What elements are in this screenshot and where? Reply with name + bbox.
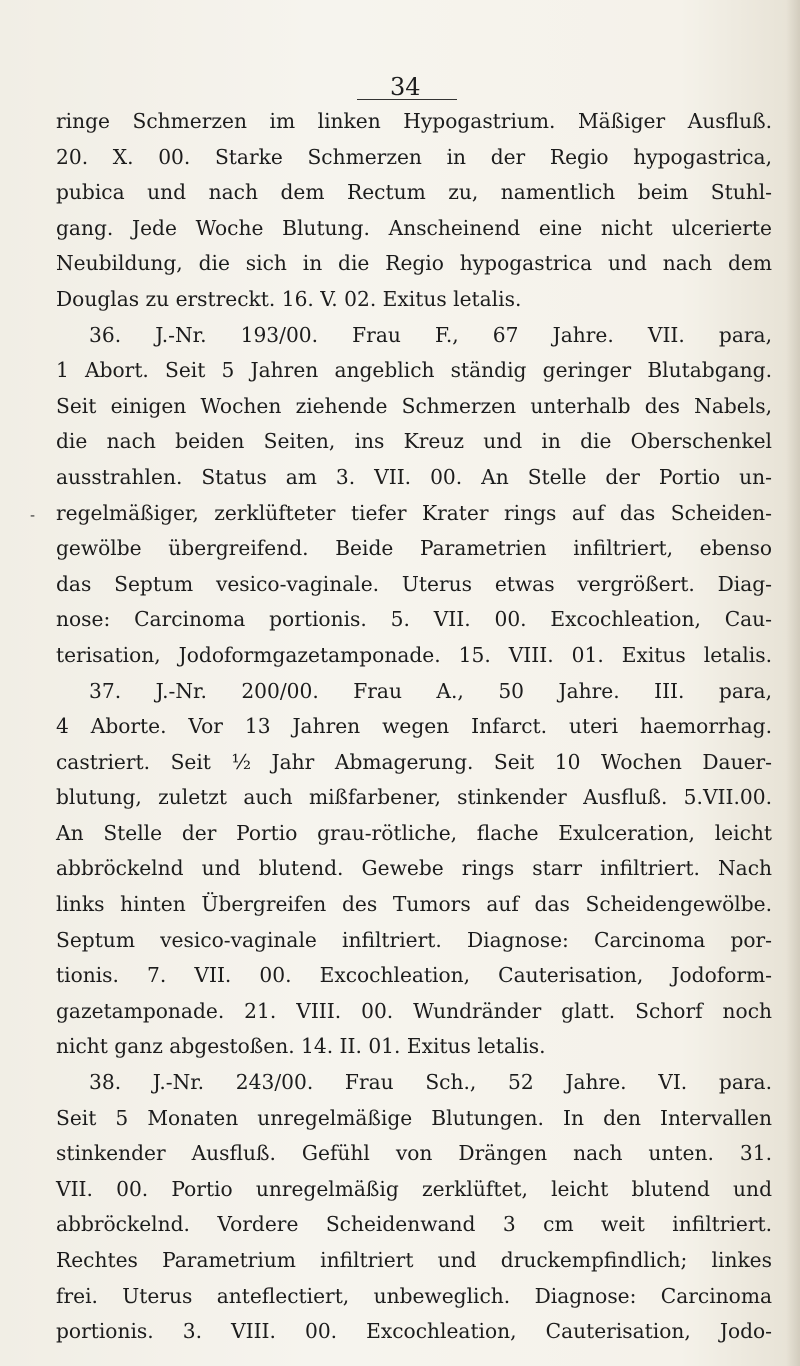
case-37-heading-line: 37. J.-Nr. 200/00. Frau A., 50 Jahre. III. para, [89, 678, 772, 703]
text-line: 1 Abort. Seit 5 Jahren angeblich ständig geringer Blutabgang. [56, 358, 772, 383]
text-line: ringe Schmerzen im linken Hypogastrium. Mäßiger Ausfluß. [56, 109, 772, 133]
text-line: blutung, zuletzt auch mißfarbener, stinkender Ausfluß. 5.VII.00. [56, 785, 772, 810]
page-number-rule [357, 99, 457, 100]
text-line: die nach beiden Seiten, ins Kreuz und in die Oberschenkel [56, 429, 772, 454]
text-line: castriert. Seit ½ Jahr Abmagerung. Seit 10 Wochen Dauer- [56, 749, 772, 774]
text-line: frei. Uterus anteflectiert, unbeweglich. Diagnose: Carcinoma [56, 1283, 772, 1308]
text-line: regelmäßiger, zerklüfteter tiefer Krater rings auf das Scheiden- [56, 500, 772, 525]
text-line: terisation, Jodoformgazetamponade. 15. VIII. 01. Exitus letalis. [56, 642, 772, 667]
body-text [56, 104, 772, 1350]
case-36-heading-line: 36. J.-Nr. 193/00. Frau F., 67 Jahre. VII. para, [89, 322, 772, 347]
page-edge-shadow [786, 0, 800, 1366]
text-line: 20. X. 00. Starke Schmerzen in der Regio hypogastrica, [56, 144, 772, 169]
text-line: gazetamponade. 21. VIII. 00. Wundränder glatt. Schorf noch [56, 998, 772, 1023]
text-line: gewölbe übergreifend. Beide Parametrien infiltriert, ebenso [56, 536, 772, 561]
text-line: Rechtes Parametrium infiltriert und druckempfindlich; linkes [56, 1248, 772, 1272]
text-line: pubica und nach dem Rectum zu, namentlich beim Stuhl- [56, 180, 772, 205]
text-line: das Septum vesico-vaginale. Uterus etwas vergrößert. Diag- [56, 571, 772, 596]
text-line: nicht ganz abgestoßen. 14. II. 01. Exitus letalis. [56, 1034, 546, 1059]
text-line: gang. Jede Woche Blutung. Anscheinend eine nicht ulcerierte [56, 215, 772, 240]
text-line: ausstrahlen. Status am 3. VII. 00. An Stelle der Portio un- [56, 464, 772, 489]
text-line: Neubildung, die sich in die Regio hypogastrica und nach dem [56, 251, 772, 276]
case-38-heading-line: 38. J.-Nr. 243/00. Frau Sch., 52 Jahre. VI. para. [89, 1070, 772, 1095]
margin-mark: - [30, 508, 36, 524]
text-line: portionis. 3. VIII. 00. Excochleation, Cauterisation, Jodo- [56, 1319, 772, 1344]
text-line: An Stelle der Portio grau-rötliche, flache Exulceration, leicht [56, 820, 772, 845]
page-number: 34 [390, 73, 421, 101]
text-line: Septum vesico-vaginale infiltriert. Diagnose: Carcinoma por- [56, 927, 772, 952]
text-line: tionis. 7. VII. 00. Excochleation, Cauterisation, Jodoform- [56, 963, 772, 988]
text-line: Seit 5 Monaten unregelmäßige Blutungen. In den Intervallen [56, 1105, 772, 1130]
text-line: Douglas zu erstreckt. 16. V. 02. Exitus letalis. [56, 286, 522, 311]
text-line: VII. 00. Portio unregelmäßig zerklüftet, leicht blutend und [56, 1176, 772, 1201]
text-line: nose: Carcinoma portionis. 5. VII. 00. Excochleation, Cau- [56, 607, 772, 632]
text-line: 4 Aborte. Vor 13 Jahren wegen Infarct. uteri haemorrhag. [56, 714, 772, 739]
text-line: abbröckelnd. Vordere Scheidenwand 3 cm weit infiltriert. [56, 1212, 772, 1237]
text-line: Seit einigen Wochen ziehende Schmerzen unterhalb des Nabels, [56, 393, 772, 418]
text-line: stinkender Ausfluß. Gefühl von Drängen nach unten. 31. [56, 1141, 772, 1166]
text-line: abbröckelnd und blutend. Gewebe rings starr infiltriert. Nach [56, 856, 772, 881]
text-line: links hinten Übergreifen des Tumors auf das Scheidengewölbe. [56, 892, 772, 917]
